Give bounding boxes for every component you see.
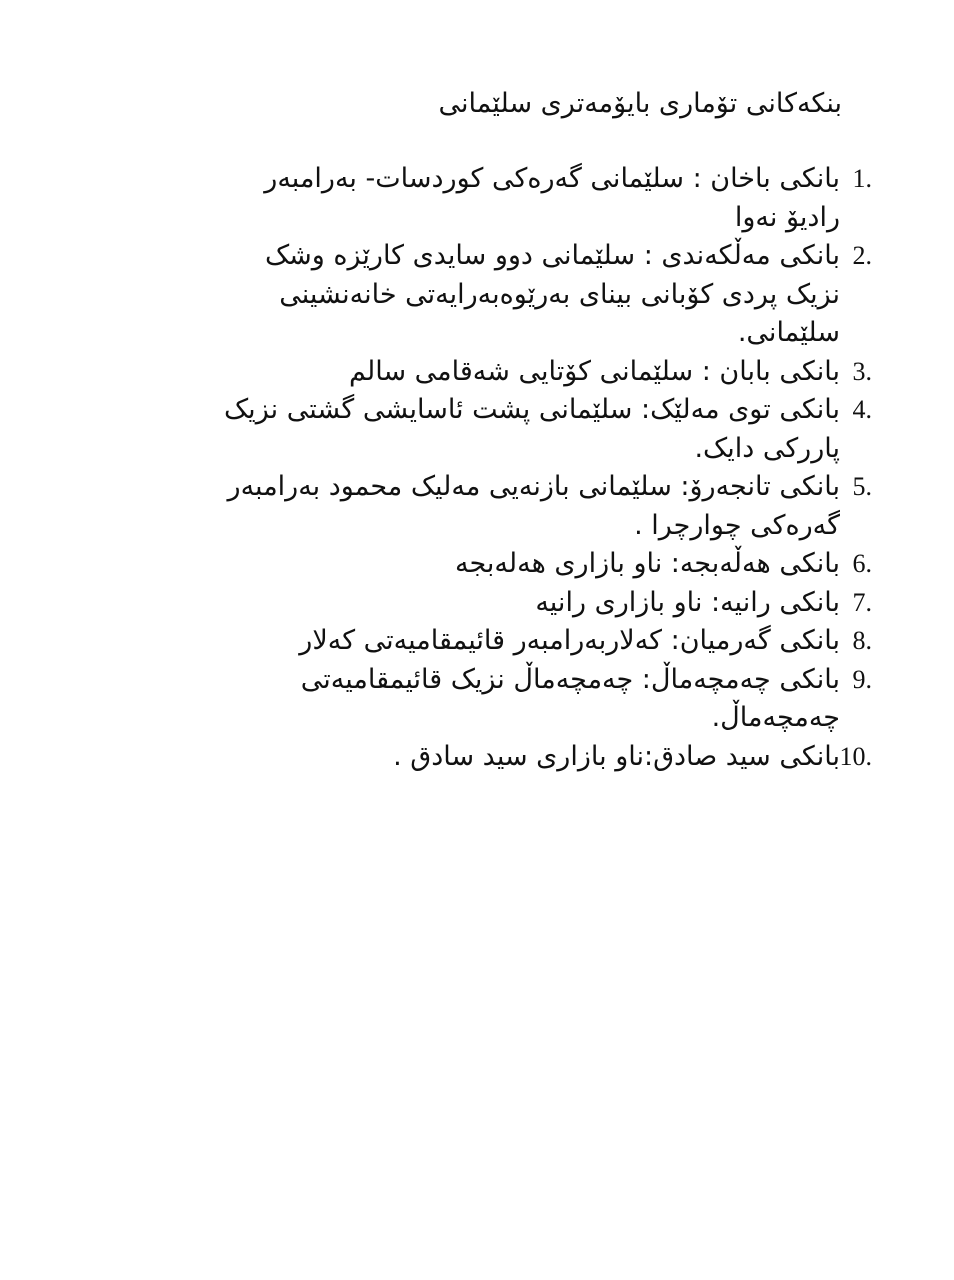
item-text: بانکی توی مەلێک: سلێمانی پشت ئاسایشی گشتی نزیک پاررکی دایک. — [224, 394, 840, 464]
list-item — [152, 468, 872, 545]
item-number: 10. — [839, 741, 872, 771]
item-number: 1. — [852, 164, 872, 193]
list-item — [212, 661, 872, 738]
item-number: 3. — [852, 356, 872, 386]
list-item — [212, 545, 872, 584]
list-item — [212, 160, 872, 237]
item-text: بانکی رانیە: ناو بازاری رانیە — [535, 586, 840, 618]
list-item — [212, 584, 872, 623]
item-number: 5. — [852, 472, 872, 501]
item-text: بانکی چەمچەماڵ: چەمچەماڵ نزیک قائیمقامیەتی چەمچەماڵ. — [300, 663, 840, 733]
item-text: بانکی باخان : سلێمانی گەرەکی کوردسات- بەرامبەر رادیۆ نەوا — [264, 163, 840, 233]
item-number: 6. — [852, 549, 872, 578]
item-number: 8. — [852, 626, 872, 655]
list-item — [212, 237, 872, 353]
item-text: بانکی بابان : سلێمانی کۆتایی شەقامی سالم — [349, 355, 840, 387]
list-item — [212, 353, 872, 392]
item-text: بانکی مەڵکەندی : سلێمانی دوو سایدی کارێزە وشک نزیک پردی کۆبانی بینای بەرێوەبەرایەتی خانەنشینی سلێمانی. — [264, 240, 840, 348]
item-number: 4. — [852, 395, 872, 424]
item-number: 2. — [852, 241, 872, 270]
list-item — [212, 622, 872, 661]
list-item — [212, 738, 872, 777]
item-text: بانکی سید صادق:ناو بازاری سید سادق . — [393, 740, 840, 772]
item-text: بانکی گەرمیان: کەلاربەرامبەر قائیمقامیەتی کەلار — [299, 625, 840, 656]
document-title: بنکەکانی تۆماری بایۆمەتری سلێمانی — [438, 88, 842, 119]
list-item — [212, 391, 872, 468]
item-text: بانکی تانجەرۆ: سلێمانی بازنەیی مەلیک محمود بەرامبەر گەرەکی چوارچرا . — [227, 471, 840, 541]
item-text: بانکی هەڵەبجە: ناو بازاری هەلەبجە — [454, 548, 840, 579]
item-number: 7. — [852, 587, 872, 617]
item-number: 9. — [852, 664, 872, 694]
bank-list — [212, 160, 872, 776]
